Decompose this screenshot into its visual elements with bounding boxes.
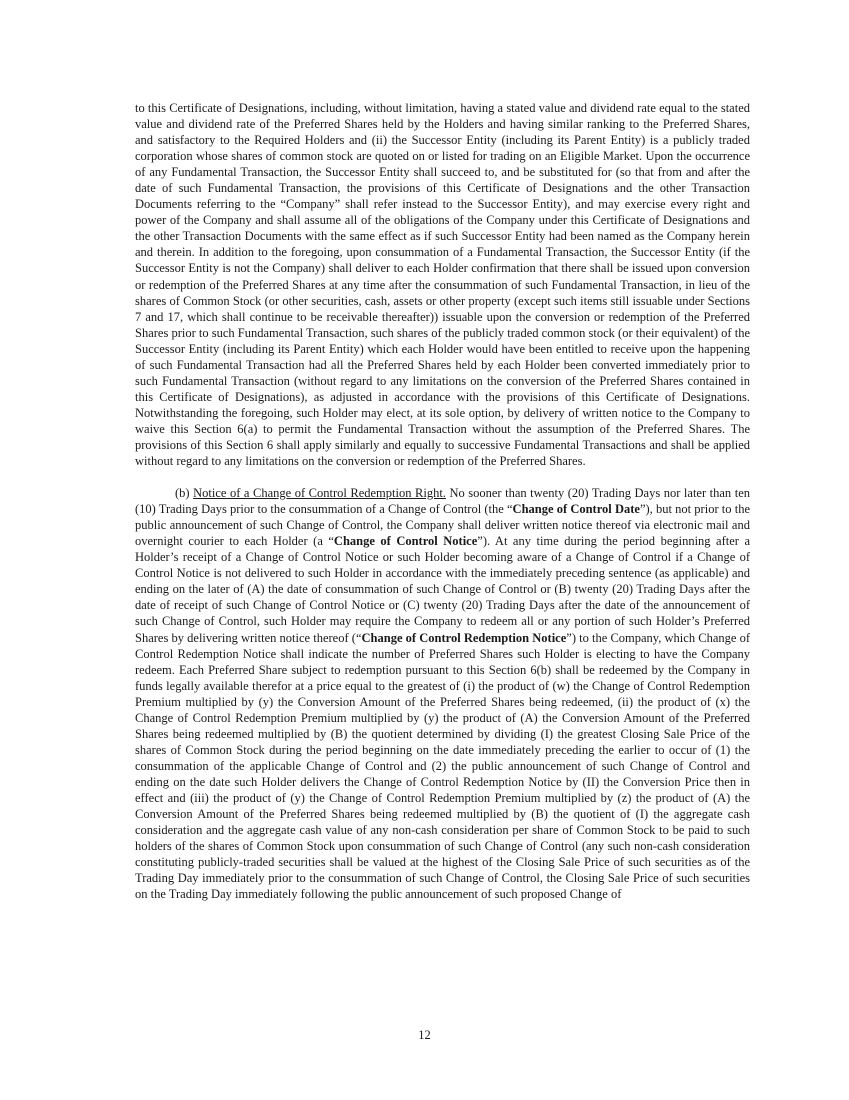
defined-term-change-of-control-redemption-notice: Change of Control Redemption Notice xyxy=(361,630,567,645)
defined-term-change-of-control-date: Change of Control Date xyxy=(512,502,640,517)
clause-heading: Notice of a Change of Control Redemption Right. xyxy=(193,486,446,501)
page-number: 12 xyxy=(418,1028,431,1042)
defined-term-change-of-control-notice: Change of Control Notice xyxy=(333,534,478,549)
clause-text-1: No sooner than twenty (20) Trading Days nor later than ten (10) Trading Days prior to the consummation of a Change of Control (the “ xyxy=(135,486,750,517)
paragraph-6a-continuation: to this Certificate of Designations, including, without limitation, having a stated value and dividend rate equal to the stated value and dividend rate of the Preferred Shares held by the Holders and having similar ranking to the Preferred Shares, and satisfactory to the Required Holders and (ii) the Successor Entity (including its Parent Entity) is a publicly traded corporation whose shares of common stock are quoted on or listed for trading on an Eligible Market. Upon the occurrence of any Fundamental Transaction, the Successor Entity shall succeed to, and be substituted for (so that from and after the date of such Fundamental Transaction, the provisions of this Certificate of Designations and the other Transaction Documents referring to the “Company” shall refer instead to the Successor Entity), and may exercise every right and power of the Company and shall assume all of the obligations of the Company under this Certificate of Designations and the other Transaction Documents with the same effect as if such Successor Entity had been named as the Company herein and therein. In addition to the foregoing, upon consummation of a Fundamental Transaction, the Successor Entity (if the Successor Entity is not the Company) shall deliver to each Holder confirmation that there shall be issued upon conversion or redemption of the Preferred Shares at any time after the consummation of such Fundamental Transaction, in lieu of the shares of Common Stock (or other securities, cash, assets or other property (except such items still issuable under Sections 7 and 17, which shall continue to be receivable thereafter)) issuable upon the conversion or redemption of the Preferred Shares prior to such Fundamental Transaction, such shares of the publicly traded common stock (or their equivalent) of the Successor Entity (including its Parent Entity) which each Holder would have been entitled to receive upon the happening of such Fundamental Transaction had all the Preferred Shares held by each Holder been converted immediately prior to such Fundamental Transaction (without regard to any limitations on the conversion of the Preferred Shares contained in this Certificate of Designations), as adjusted in accordance with the provisions of this Certificate of Designations. Notwithstanding the foregoing, such Holder may elect, at its sole option, by delivery of written notice to the Company to waive this Section 6(a) to permit the Fundamental Transaction without the assumption of the Preferred Shares. The provisions of this Section 6 shall apply similarly and equally to successive Fundamental Transactions and shall be applied without regard to any limitations on the conversion or redemption of the Preferred Shares. xyxy=(135,101,750,469)
clause-text-3: ”). At any time during the period beginning after a Holder’s receipt of a Change of Control Notice or such Holder becoming aware of a Change of Control if a Change of Control Notice is not delivered to such Holder in accordance with the immediately preceding sentence (as applicable) and ending on the later of (A) the date of consummation of such Change of Control or (B) twenty (20) Trading Days after the date of receipt of such Change of Control Notice or (C) twenty (20) Trading Days after the date of the announcement of such Change of Control, such Holder may require the Company to redeem all or any portion of such Holder’s Preferred Shares by delivering written notice thereof (“ xyxy=(135,534,751,645)
clause-text-4: ”) to the Company, which Change of Control Redemption Notice shall indicate the number of Preferred Shares such Holder is electing to have the Company redeem. Each Preferred Share subject to redemption pursuant to this Section 6(b) shall be redeemed by the Company in funds legally available therefor at a price equal to the greatest of (i) the product of (w) the Change of Control Redemption Premium multiplied by (y) the Conversion Amount of the Preferred Shares being redeemed, (ii) the product of (x) the Change of Control Redemption Premium multiplied by (y) the product of (A) the Conversion Amount of the Preferred Shares being redeemed multiplied by (B) the quotient determined by dividing (I) the greatest Closing Sale Price of the shares of Common Stock during the period beginning on the date immediately preceding the earlier to occur of (1) the consummation of the applicable Change of Control and (2) the public announcement of such Change of Control and ending on the date such Holder delivers the Change of Control Redemption Notice by (II) the Conversion Price then in effect and (iii) the product of (y) the Change of Control Redemption Premium multiplied by (z) the product of (A) the Conversion Amount of the Preferred Shares being redeemed multiplied by (B) the quotient of (I) the aggregate cash consideration and the aggregate cash value of any non-cash consideration per share of Common Stock to be paid to such holders of the shares of Common Stock upon consummation of such Change of Control (any such non-cash consideration constituting publicly-traded securities shall be valued at the highest of the Closing Sale Price of such securities as of the Trading Day immediately prior to the consummation of such Change of Control, the Closing Sale Price of such securities on the Trading Day immediately following the public announcement of such proposed Change of xyxy=(135,630,750,902)
clause-label: (b) xyxy=(175,486,190,501)
paragraph-6b xyxy=(135,485,750,902)
document-body xyxy=(135,100,750,902)
clause-text-2: ”), but not prior to the public announcement of such Change of Control, the Company shall deliver written notice thereof via electronic mail and overnight courier to each Holder (a “ xyxy=(135,502,750,549)
